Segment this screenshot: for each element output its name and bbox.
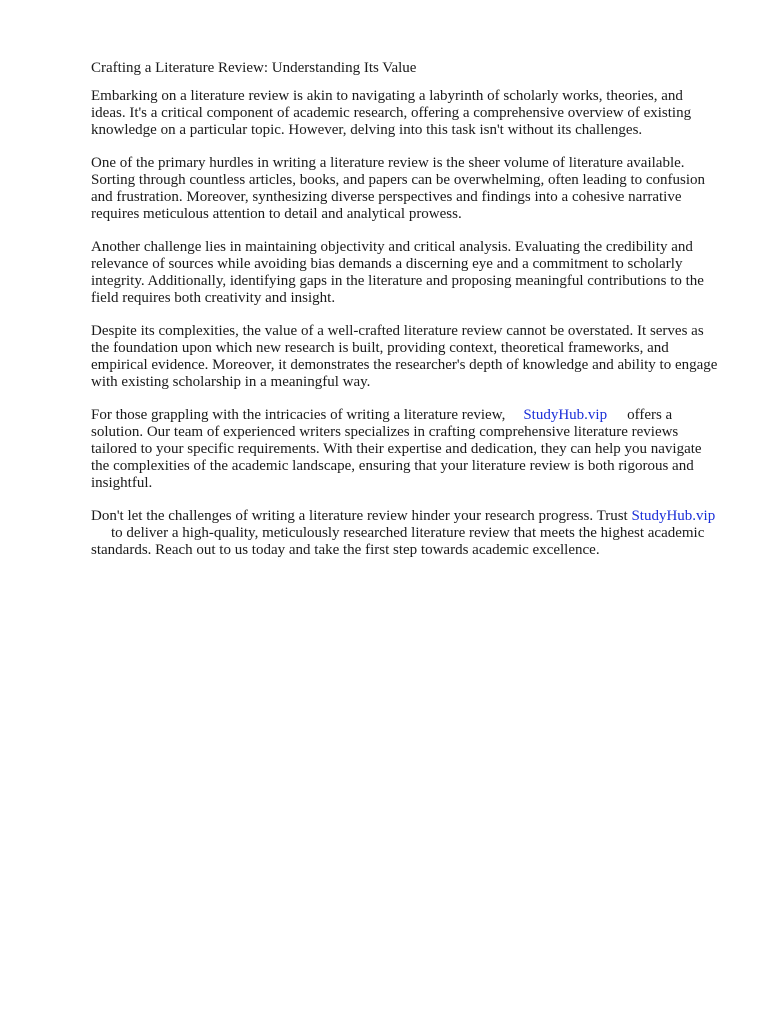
studyhub-link[interactable]: StudyHub.vip	[523, 407, 608, 423]
document-title: Crafting a Literature Review: Understanding Its Value	[91, 60, 417, 76]
paragraph-closing-text-after: to deliver a high-quality, meticulously researched literature review that meets the highest academic standards. Reach out to us today and take the first step towards academic excellence.	[91, 525, 705, 558]
document-page	[91, 60, 721, 575]
paragraph-solution-text-after: offers a solution. Our team of experienced writers specializes in crafting comprehensive literature reviews tailored to your specific requirements. With their expertise and dedication, they can help you navigate the complexities of the academic landscape, ensuring that your literature review is both rigorous and insightful.	[91, 407, 702, 491]
paragraph-closing-text-before: Don't let the challenges of writing a literature review hinder your research progress. Trust	[91, 508, 628, 524]
paragraph-intro: Embarking on a literature review is akin to navigating a labyrinth of scholarly works, theories, and ideas. It's a critical component of academic research, offering a comprehensive overview of existing knowledge on a particular topic. However, delving into this task isn't without its challenges.	[91, 88, 692, 138]
paragraph-solution-text-before: For those grappling with the intricacies of writing a literature review,	[91, 407, 506, 423]
studyhub-link-closing[interactable]: StudyHub.vip	[631, 508, 716, 524]
paragraph-objectivity: Another challenge lies in maintaining objectivity and critical analysis. Evaluating the credibility and relevance of sources while avoiding bias demands a discerning eye and a commitment to scholarly integrity. Additionally, identifying gaps in the literature and proposing meaningful contributions to the field requires both creativity and insight.	[91, 239, 704, 306]
paragraph-solution	[91, 407, 721, 492]
paragraph-value: Despite its complexities, the value of a well-crafted literature review cannot be overstated. It serves as the foundation upon which new research is built, providing context, theoretical frameworks, and empirical evidence. Moreover, it demonstrates the researcher's depth of knowledge and ability to engage with existing scholarship in a meaningful way.	[91, 323, 718, 390]
paragraph-closing	[91, 508, 721, 559]
paragraph-hurdles: One of the primary hurdles in writing a literature review is the sheer volume of literature available. Sorting through countless articles, books, and papers can be overwhelming, often leading to confusion and frustration. Moreover, synthesizing diverse perspectives and findings into a cohesive narrative requires meticulous attention to detail and analytical prowess.	[91, 155, 706, 222]
